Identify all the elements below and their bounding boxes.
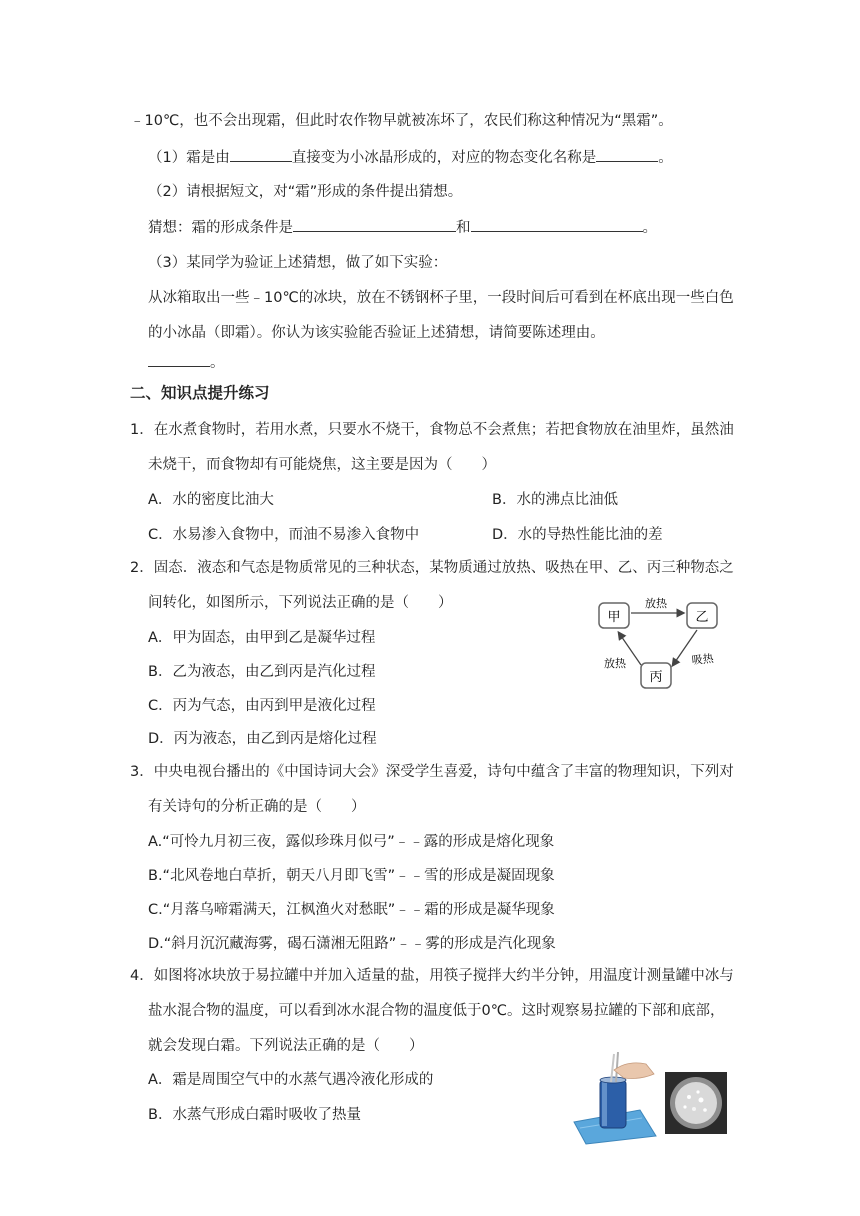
q3-option-b[interactable]: B.“北风卷地白草折，朝天八月即飞雪”﹣﹣雪的形成是凝固现象 [148, 868, 555, 884]
intro-q3: （3）某同学为验证上述猜想，做了如下实验： [148, 255, 448, 271]
frost-experiment-figure [570, 1052, 760, 1147]
q1-stem-line2: 未烧干，而食物却有可能烧焦，这主要是因为（ ） [148, 457, 496, 473]
q2-option-d[interactable]: D．丙为液态，由乙到丙是熔化过程 [148, 731, 377, 747]
section-title: 二、知识点提升练习 [130, 384, 270, 402]
node-jia-label: 甲 [607, 610, 621, 625]
q1-blank-1[interactable] [230, 147, 292, 162]
intro-q3-line2: 从冰箱取出一些﹣10℃的冰块，放在不锈钢杯子里，一段时间后可看到在杯底出现一些白色 [148, 290, 734, 306]
frost-crystal [696, 1090, 699, 1093]
frost-crystal [699, 1098, 704, 1103]
frost-layer [675, 1082, 717, 1124]
q1-blank-2[interactable] [596, 147, 658, 162]
node-yi-label: 乙 [695, 610, 709, 625]
state-change-diagram [593, 593, 743, 693]
guess-text-b: 和 [456, 220, 471, 236]
q1-option-a[interactable]: A．水的密度比油大 [148, 492, 274, 508]
intro-q1 [148, 147, 673, 168]
label-top-release-heat: 放热 [645, 597, 667, 610]
q1-text-b: 直接变为小冰晶形成的，对应的物态变化名称是 [291, 150, 597, 166]
frost-crystal [692, 1107, 696, 1111]
q2-stem-line2: 间转化，如图所示，下列说法正确的是（ ） [148, 595, 453, 611]
intro-q2: （2）请根据短文，对“霜”形成的条件提出猜想。 [148, 184, 463, 200]
hand [614, 1063, 654, 1079]
q2-option-b[interactable]: B．乙为液态，由乙到丙是汽化过程 [148, 664, 376, 680]
guess-blank-2[interactable] [471, 217, 643, 232]
guess-blank-1[interactable] [293, 217, 456, 232]
q4-option-a[interactable]: A．霜是周围空气中的水蒸气遇冷液化形成的 [148, 1072, 434, 1088]
q3-option-a[interactable]: A.“可怜九月初三夜，露似珍珠月似弓”﹣﹣露的形成是熔化现象 [148, 834, 555, 850]
intro-line-1: ﹣10℃，也不会出现霜，但此时农作物早就被冻坏了，农民们称这种情况为“黑霜”。 [130, 113, 673, 129]
q1-option-b[interactable]: B．水的沸点比油低 [492, 492, 618, 508]
q1-option-c[interactable]: C．水易渗入食物中，而油不易渗入食物中 [148, 527, 420, 543]
q3-option-d[interactable]: D.“斜月沉沉藏海雾，碣石潇湘无阻路”﹣﹣雾的形成是汽化现象 [148, 936, 556, 952]
q1-option-d[interactable]: D．水的导热性能比油的差 [492, 527, 663, 543]
guess-text-a: 猜想：霜的形成条件是 [148, 220, 293, 236]
q4-stem-line2: 盐水混合物的温度，可以看到冰水混合物的温度低于0℃。这时观察易拉罐的下部和底部， [148, 1003, 725, 1019]
label-right-absorb-heat: 吸热 [691, 652, 715, 667]
q4-option-b[interactable]: B．水蒸气形成白霜时吸收了热量 [148, 1107, 361, 1123]
q2-option-a[interactable]: A．甲为固态，由甲到乙是凝华过程 [148, 630, 376, 646]
q3-end: 。 [210, 355, 225, 371]
node-bing-label: 丙 [649, 670, 663, 685]
q3-stem-line2: 有关诗句的分析正确的是（ ） [148, 799, 366, 815]
frost-crystal [683, 1105, 686, 1108]
q1-text-c: 。 [658, 150, 673, 166]
q3-option-c[interactable]: C.“月落乌啼霜满天，江枫渔火对愁眠”﹣﹣霜的形成是凝华现象 [148, 902, 555, 918]
q3-answer-blank[interactable] [148, 352, 210, 367]
q2-stem-line1: 2．固态．液态和气态是物质常见的三种状态，某物质通过放热、吸热在甲、乙、丙三种物态之 [130, 560, 734, 576]
can-highlight [602, 1082, 607, 1126]
intro-q3-answer [148, 352, 225, 373]
q1-text-a: （1）霜是由 [148, 150, 230, 166]
q4-stem-line1: 4．如图将冰块放于易拉罐中并加入适量的盐，用筷子搅拌大约半分钟，用温度计测量罐中冰与 [130, 968, 734, 984]
intro-q3-line3: 的小冰晶（即霜）。你认为该实验能否验证上述猜想，请简要陈述理由。 [148, 325, 605, 341]
intro-guess [148, 217, 657, 238]
can-top [600, 1077, 626, 1083]
q4-stem-line3: 就会发现白霜。下列说法正确的是（ ） [148, 1038, 424, 1054]
frost-crystal [703, 1108, 707, 1112]
q3-stem-line1: 3．中央电视台播出的《中国诗词大会》深受学生喜爱，诗句中蕴含了丰富的物理知识，下列对 [130, 764, 734, 780]
frost-crystal [687, 1095, 691, 1099]
guess-text-c: 。 [642, 220, 657, 236]
q1-stem-line1: 1．在水煮食物时，若用水煮，只要水不烧干，食物总不会煮焦；若把食物放在油里炸，虽然油 [130, 422, 734, 438]
label-left-release-heat: 放热 [604, 657, 626, 670]
q2-option-c[interactable]: C．丙为气态，由丙到甲是液化过程 [148, 698, 376, 714]
